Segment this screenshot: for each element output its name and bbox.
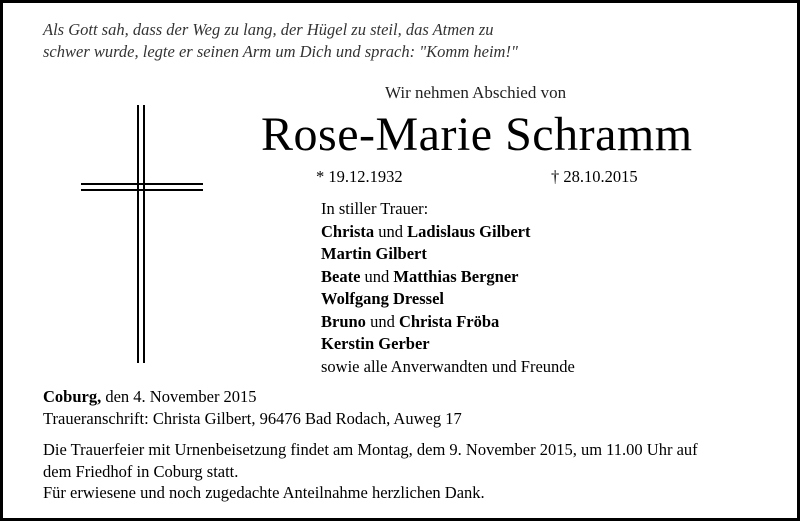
mourner-name: Kerstin Gerber	[321, 334, 430, 353]
deceased-name: Rose-Marie Schramm	[261, 108, 693, 161]
spacer	[43, 429, 773, 439]
birth-date: * 19.12.1932	[316, 167, 403, 186]
quote-line-2: schwer wurde, legte er seinen Arm um Dich und sprach: "Komm heim!"	[43, 42, 518, 61]
mourner-line	[321, 311, 575, 334]
mourner-line	[321, 221, 575, 244]
quote	[43, 19, 763, 63]
mourner-name: Christa Fröba	[398, 311, 500, 331]
mourner-line	[321, 266, 575, 289]
mourner-connector: und	[370, 311, 395, 331]
farewell-heading: Wir nehmen Abschied von	[385, 83, 567, 102]
mourners-list	[321, 198, 575, 378]
mourner-name: Christa	[321, 221, 375, 241]
thanks-line: Für erwiesene und noch zugedachte Anteilnahme herzlichen Dank.	[43, 483, 485, 502]
mourner-name: Beate	[321, 266, 361, 286]
mourners-intro: In stiller Trauer:	[321, 199, 429, 218]
footer	[43, 386, 773, 504]
mourning-address: Traueranschrift: Christa Gilbert, 96476 Bad Rodach, Auweg 17	[43, 408, 462, 428]
mourner-line	[321, 333, 575, 356]
place: Coburg,	[43, 387, 102, 406]
mourner-name: Wolfgang Dressel	[321, 289, 444, 308]
mourner-name: Matthias Bergner	[393, 266, 519, 286]
mourner-connector: und	[364, 266, 390, 286]
quote-line-1: Als Gott sah, dass der Weg zu lang, der Hügel zu steil, das Atmen zu	[43, 20, 494, 39]
notice-date: den 4. November 2015	[101, 387, 257, 406]
mourners-closing: sowie alle Anverwandten und Freunde	[321, 356, 575, 376]
mourner-connector: und	[378, 221, 404, 241]
death-date: † 28.10.2015	[551, 167, 638, 186]
ceremony-line-2: dem Friedhof in Coburg statt.	[43, 461, 239, 481]
mourner-line	[321, 288, 575, 311]
place-date-line	[43, 386, 773, 408]
ceremony-line-1: Die Trauerfeier mit Urnenbeisetzung findet am Montag, dem 9. November 2015, um 11.00 Uhr auf	[43, 440, 698, 459]
cross-icon	[81, 105, 203, 363]
mourner-name: Ladislaus Gilbert	[407, 221, 531, 241]
mourner-name: Bruno	[321, 311, 366, 331]
mourner-name: Martin Gilbert	[321, 244, 427, 263]
mourner-line	[321, 243, 575, 266]
